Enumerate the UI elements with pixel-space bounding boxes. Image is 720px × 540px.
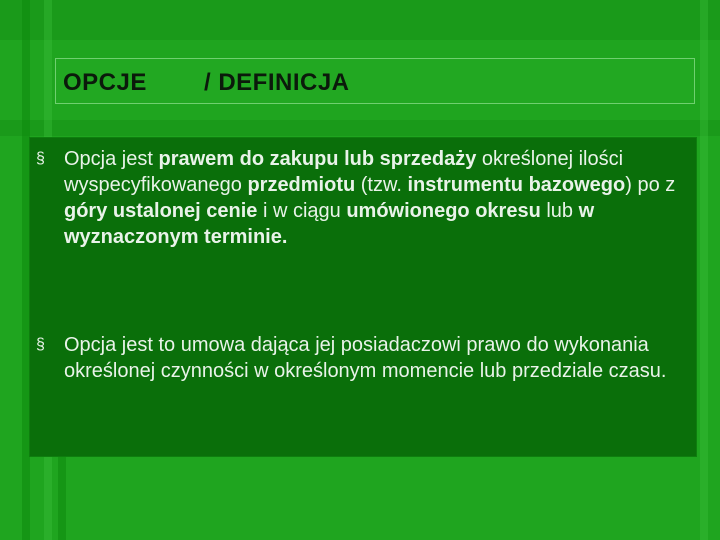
slide-title-right: / DEFINICJA (204, 69, 350, 96)
background-band-mid (0, 120, 720, 136)
bullet-text-run: ) po z (625, 174, 676, 196)
bullet-text-run: Opcja jest (64, 148, 159, 170)
bullet-bold-run: umówionego okresu (346, 200, 541, 222)
bullet-text-run: określonej ilości wyspecyfikowanego (64, 148, 624, 196)
background-band-top (0, 0, 720, 40)
bullet-text-2 (64, 332, 686, 384)
bullet-item-1 (36, 146, 686, 250)
slide-title-left: OPCJE (63, 69, 147, 96)
bullet-item-2 (36, 332, 686, 384)
bullet-bold-run: przedmiotu (247, 174, 356, 196)
background-stripe (700, 0, 708, 540)
bullet-text-1 (64, 146, 686, 250)
slide-title-box (55, 58, 695, 104)
bullet-bold-run: góry ustalonej cenie (64, 200, 258, 222)
bullet-bold-run: prawem do zakupu lub sprzedaży (158, 148, 477, 170)
bullet-text-run: (tzw. (355, 174, 408, 196)
bullet-text-run: i w ciągu (257, 200, 347, 222)
slide-content-box (30, 138, 696, 456)
bullet-bold-run: instrumentu bazowego (407, 174, 626, 196)
bullet-text-run: lub (540, 200, 579, 222)
bullet-marker-icon: § (36, 336, 45, 353)
bullet-bold-run: w wyznaczonym terminie. (64, 200, 595, 248)
background-stripe (22, 0, 30, 540)
bullet-marker-icon: § (36, 150, 45, 167)
bullet-text-run: Opcja jest to umowa dająca jej posiadaczowi prawo do wykonania określonej czynności w określonym momencie lub przedziale czasu. (64, 334, 667, 382)
